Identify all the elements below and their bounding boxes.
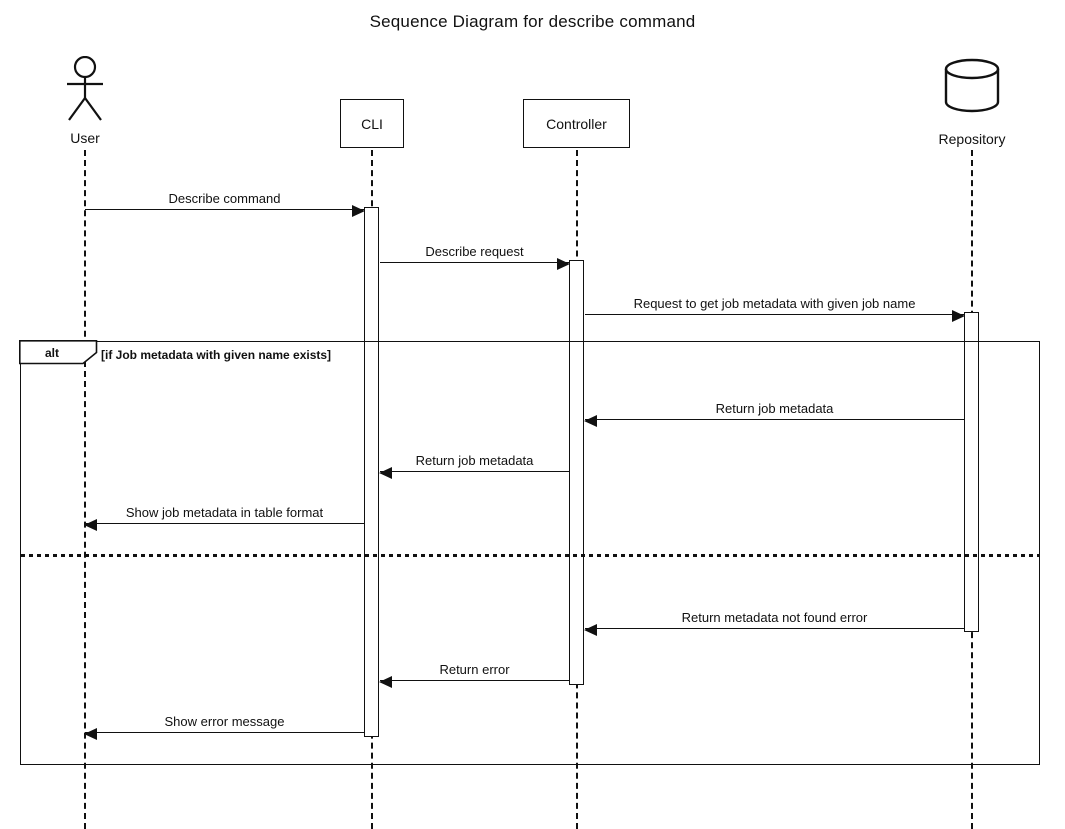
participant-label-repository: Repository bbox=[938, 131, 1006, 147]
participant-label-controller: Controller bbox=[546, 115, 607, 132]
message-label: Return job metadata bbox=[715, 401, 834, 416]
participant-box-controller bbox=[523, 99, 630, 148]
message-label: Describe request bbox=[425, 244, 524, 259]
arrow-right-icon bbox=[585, 314, 964, 315]
actor-icon bbox=[63, 56, 107, 127]
participant-label-cli: CLI bbox=[361, 115, 383, 132]
message-label: Return error bbox=[439, 662, 510, 677]
message-describe-request bbox=[380, 244, 569, 263]
message-label: Return job metadata bbox=[415, 453, 534, 468]
message-get-job-metadata bbox=[585, 296, 964, 315]
message-label: Show error message bbox=[164, 714, 285, 729]
arrow-right-icon bbox=[380, 262, 569, 263]
participant-box-cli bbox=[340, 99, 404, 148]
alt-else-divider bbox=[21, 554, 1039, 557]
message-label: Show job metadata in table format bbox=[125, 505, 324, 520]
alt-condition-label: [if Job metadata with given name exists] bbox=[101, 348, 332, 362]
message-label: Return metadata not found error bbox=[681, 610, 868, 625]
database-icon bbox=[944, 58, 1000, 119]
message-label: Request to get job metadata with given job name bbox=[633, 296, 916, 311]
arrow-right-icon bbox=[85, 209, 364, 210]
message-label: Describe command bbox=[168, 191, 281, 206]
diagram-title: Sequence Diagram for describe command bbox=[369, 12, 696, 31]
message-describe-command bbox=[85, 191, 364, 210]
alt-operator-label: alt bbox=[44, 346, 59, 360]
alt-frame bbox=[20, 341, 1040, 765]
participant-label-user: User bbox=[70, 130, 100, 146]
